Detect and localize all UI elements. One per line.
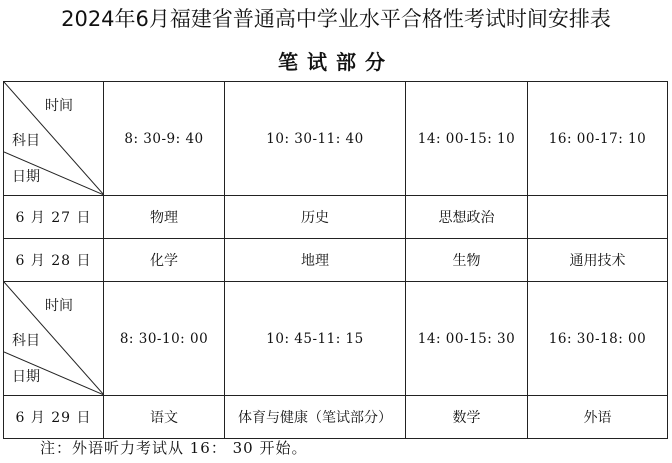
- date-cell: 6 月 29 日: [4, 396, 104, 439]
- header-row: [4, 282, 668, 396]
- subject-cell: 历史: [225, 196, 406, 239]
- subject-cell: 体育与健康（笔试部分）: [225, 396, 406, 439]
- footnote: 注：外语听力考试从 16： 30 开始。: [40, 439, 308, 457]
- header-row: [4, 82, 668, 196]
- date-cell: 6 月 28 日: [4, 239, 104, 282]
- subject-cell: 数学: [406, 396, 528, 439]
- time-slot: 10: 30-11: 40: [225, 82, 406, 196]
- subject-cell: 通用技术: [528, 239, 668, 282]
- time-slot: 14: 00-15: 30: [406, 282, 528, 396]
- table-row: [4, 396, 668, 439]
- corner-time-label: 时间: [45, 98, 73, 114]
- corner-cell: [4, 82, 104, 196]
- schedule-table: [3, 81, 668, 439]
- time-slot: 8: 30-10: 00: [104, 282, 225, 396]
- corner-time-label: 时间: [45, 298, 73, 314]
- subject-cell: 思想政治: [406, 196, 528, 239]
- subject-cell: 化学: [104, 239, 225, 282]
- page-title: 2024年6月福建省普通高中学业水平合格性考试时间安排表: [61, 7, 611, 31]
- corner-date-label: 日期: [12, 369, 40, 385]
- page-subtitle: 笔试部分: [278, 50, 394, 74]
- corner-subject-label: 科目: [12, 133, 40, 149]
- subject-cell: 语文: [104, 396, 225, 439]
- time-slot: 16: 00-17: 10: [528, 82, 668, 196]
- corner-date-label: 日期: [12, 169, 40, 185]
- time-slot: 16: 30-18: 00: [528, 282, 668, 396]
- subject-cell: [528, 196, 668, 239]
- time-slot: 14: 00-15: 10: [406, 82, 528, 196]
- date-cell: 6 月 27 日: [4, 196, 104, 239]
- subject-cell: 地理: [225, 239, 406, 282]
- table-row: [4, 239, 668, 282]
- table-row: [4, 196, 668, 239]
- subject-cell: 外语: [528, 396, 668, 439]
- corner-subject-label: 科目: [12, 333, 40, 349]
- subject-cell: 生物: [406, 239, 528, 282]
- corner-cell: [4, 282, 104, 396]
- time-slot: 10: 45-11: 15: [225, 282, 406, 396]
- time-slot: 8: 30-9: 40: [104, 82, 225, 196]
- subject-cell: 物理: [104, 196, 225, 239]
